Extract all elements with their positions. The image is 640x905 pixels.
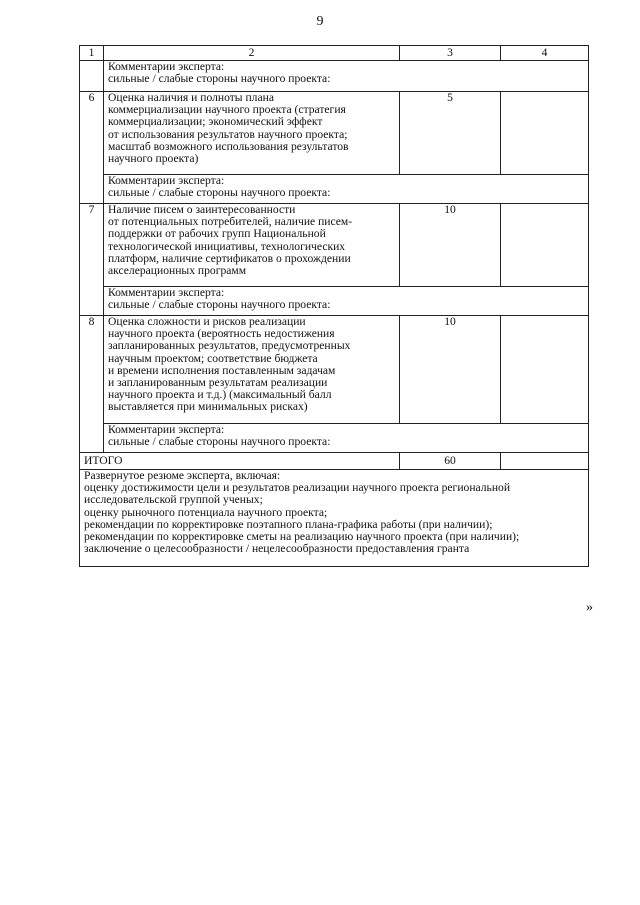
expert-resume: Развернутое резюме эксперта, включая: оценку достижимости цели и результатов реализации научного проекта региональной исследовательской группой ученых; оценку рыночного потенциала научного проекта; рекомендации по корректировке поэтапного плана-графика работы (при наличии); рекомендации по корректировке сметы на реализацию научного проекта (при наличии); заключение о целесообразности / нецелесообразности предоставления гранта [80, 470, 589, 567]
criterion-row [80, 204, 589, 287]
expert-evaluation-table [79, 45, 589, 567]
criterion-number: 8 [80, 316, 104, 453]
total-label: ИТОГО [80, 453, 400, 470]
comment-row [80, 61, 589, 92]
expert-comment: Комментарии эксперта: сильные / слабые стороны научного проекта: [104, 287, 589, 316]
expert-score-cell[interactable] [501, 316, 589, 424]
table-header-row [80, 46, 589, 61]
comment-row [80, 287, 589, 316]
expert-comment: Комментарии эксперта: сильные / слабые стороны научного проекта: [104, 175, 589, 204]
header-col-3: 3 [400, 46, 501, 61]
header-col-1: 1 [80, 46, 104, 61]
max-score: 10 [400, 204, 501, 287]
page-number: 9 [316, 14, 324, 29]
expert-comment: Комментарии эксперта: сильные / слабые стороны научного проекта: [104, 424, 589, 453]
resume-row [80, 470, 589, 567]
criterion-text: Наличие писем о заинтересованности от потенциальных потребителей, наличие писем- поддержки от рабочих групп Национальной технологической инициативы, технологических платформ, наличие сертификатов о прохождении акселерационных программ [104, 204, 400, 287]
criterion-row [80, 92, 589, 175]
total-expert-score-cell[interactable] [501, 453, 589, 470]
comment-row [80, 175, 589, 204]
criterion-row [80, 316, 589, 424]
max-score: 10 [400, 316, 501, 424]
criterion-number: 7 [80, 204, 104, 316]
expert-score-cell[interactable] [501, 204, 589, 287]
expert-comment: Комментарии эксперта: сильные / слабые стороны научного проекта: [104, 61, 589, 92]
comment-row [80, 424, 589, 453]
expert-score-cell[interactable] [501, 92, 589, 175]
header-col-2: 2 [104, 46, 400, 61]
header-col-4: 4 [501, 46, 589, 61]
total-max-score: 60 [400, 453, 501, 470]
criterion-text: Оценка сложности и рисков реализации научного проекта (вероятность недостижения запланированных результатов, предусмотренных научным проектом; соответствие бюджета и времени исполнения поставленным задачам и запланированным результатам реализации научного проекта и т.д.) (максимальный балл выставляется при минимальных рисках) [104, 316, 400, 424]
max-score: 5 [400, 92, 501, 175]
total-row [80, 453, 589, 470]
closing-quote-mark: » [586, 600, 593, 615]
criterion-number: 6 [80, 92, 104, 204]
criterion-text: Оценка наличия и полноты плана коммерциализации научного проекта (стратегия коммерциализации; экономический эффект от использования результатов научного проекта; масштаб возможного использования результатов научного проекта) [104, 92, 400, 175]
